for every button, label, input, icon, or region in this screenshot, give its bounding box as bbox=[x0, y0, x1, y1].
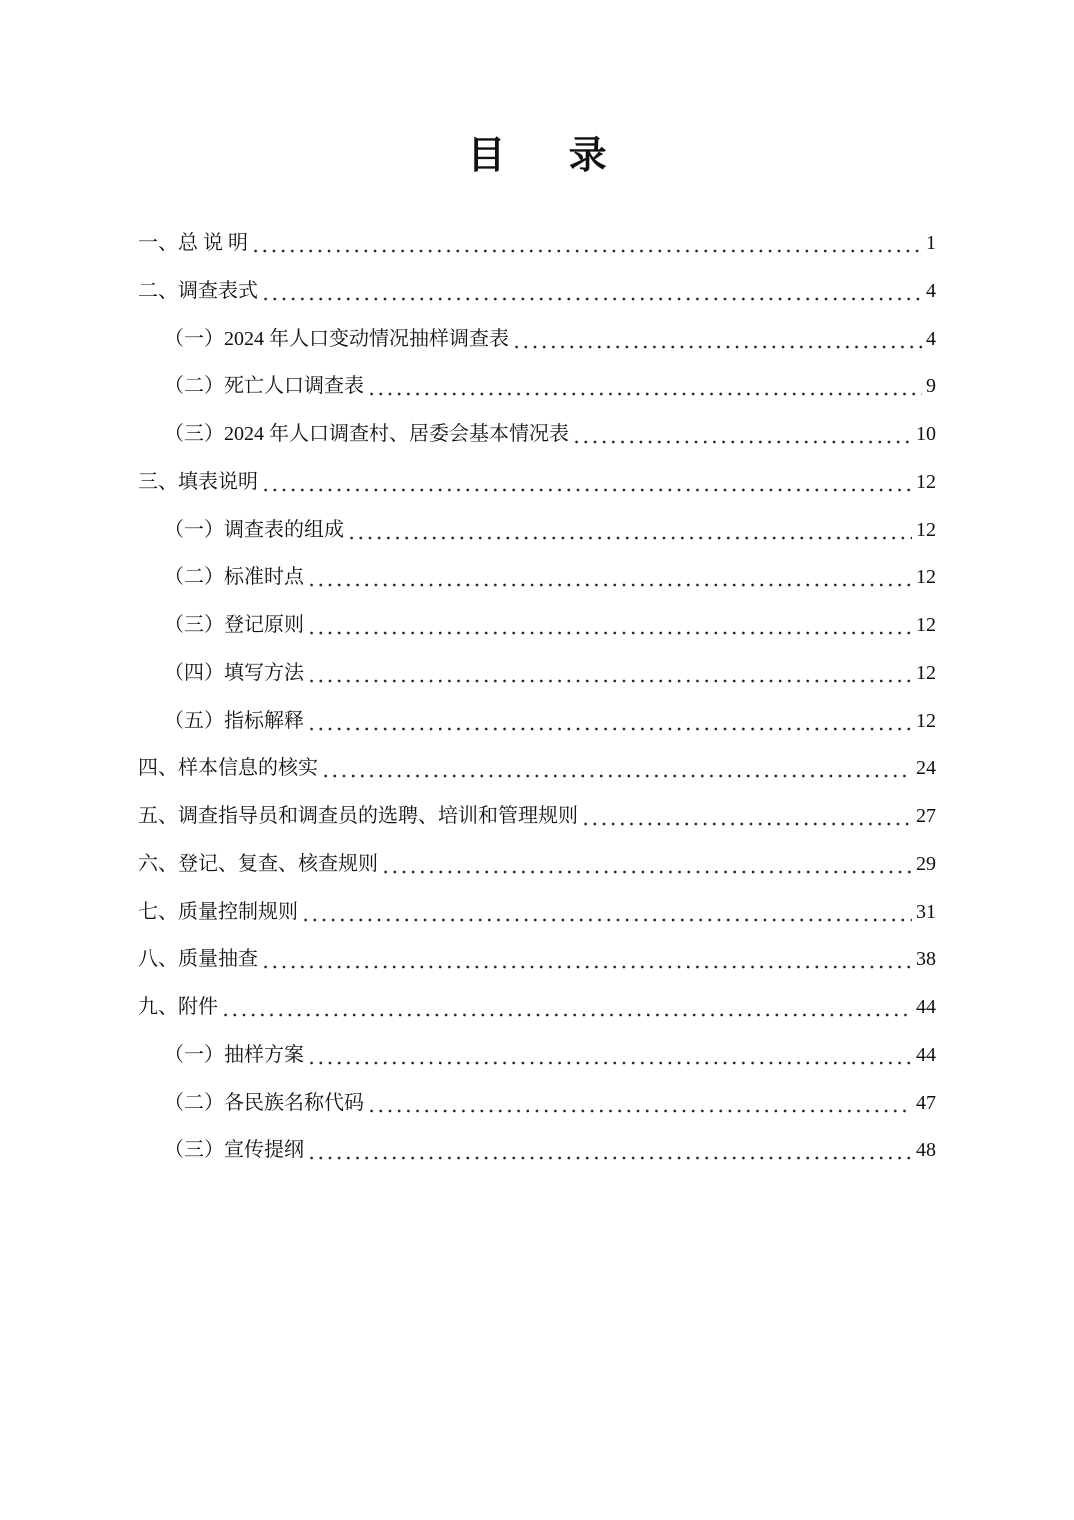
dot-leader bbox=[307, 1127, 912, 1175]
toc-entry-page: 10 bbox=[916, 423, 936, 445]
toc-entry-label: （二）死亡人口调查表 bbox=[164, 375, 364, 398]
toc-entry-label: 七、质量控制规则 bbox=[138, 900, 298, 923]
dot-leader bbox=[261, 936, 912, 984]
dot-leader bbox=[367, 363, 922, 411]
toc-subentry bbox=[138, 650, 936, 698]
toc-entry-label: （五）指标解释 bbox=[164, 709, 304, 732]
page-title: 目 录 bbox=[467, 133, 607, 177]
dot-leader bbox=[251, 220, 922, 268]
toc-entry-page: 29 bbox=[916, 852, 936, 875]
toc-entry-page: 12 bbox=[916, 709, 936, 732]
toc-entry-page: 12 bbox=[916, 614, 936, 636]
toc-entry-label: 六、登记、复查、核查规则 bbox=[138, 852, 378, 875]
toc-entry-label: （三）2024 年人口调查村、居委会基本情况表 bbox=[164, 423, 569, 445]
toc-subentry bbox=[138, 507, 936, 555]
toc-entry-label: 五、调查指导员和调查员的选聘、培训和管理规则 bbox=[138, 805, 578, 827]
toc-entry-label: 三、填表说明 bbox=[138, 470, 258, 493]
toc-entry-label: 八、质量抽查 bbox=[138, 948, 258, 971]
toc-entry bbox=[138, 889, 936, 937]
toc-entry-label: 九、附件 bbox=[138, 996, 218, 1018]
toc-subentry bbox=[138, 554, 936, 602]
toc-entry-page: 1 bbox=[926, 232, 936, 254]
dot-leader bbox=[367, 1080, 912, 1128]
toc-subentry bbox=[138, 1080, 936, 1128]
dot-leader bbox=[307, 602, 912, 650]
toc-entry bbox=[138, 459, 936, 507]
dot-leader bbox=[261, 459, 912, 507]
dot-leader bbox=[307, 1032, 912, 1080]
toc-entry-label: 二、调查表式 bbox=[138, 279, 258, 302]
toc-entry-label: （三）登记原则 bbox=[164, 614, 304, 636]
dot-leader bbox=[347, 507, 912, 555]
toc-entry bbox=[138, 745, 936, 793]
toc-entry-label: （三）宣传提纲 bbox=[164, 1139, 304, 1162]
toc-entry-page: 9 bbox=[926, 375, 936, 398]
toc-entry-label: （四）填写方法 bbox=[164, 661, 304, 684]
dot-leader bbox=[512, 316, 922, 364]
toc-entry-page: 12 bbox=[916, 661, 936, 684]
toc-entry bbox=[138, 268, 936, 316]
dot-leader bbox=[307, 650, 912, 698]
toc-entry-label: 一、总 说 明 bbox=[138, 232, 248, 254]
toc-entry bbox=[138, 793, 936, 841]
toc-subentry bbox=[138, 698, 936, 746]
toc-entry-label: （一）调查表的组成 bbox=[164, 518, 344, 541]
toc-entry-page: 44 bbox=[916, 1043, 936, 1066]
dot-leader bbox=[221, 984, 912, 1032]
dot-leader bbox=[301, 889, 912, 937]
toc-subentry bbox=[138, 316, 936, 364]
dot-leader bbox=[307, 698, 912, 746]
toc-entry-label: 四、样本信息的核实 bbox=[138, 757, 318, 780]
dot-leader bbox=[572, 411, 912, 459]
table-of-contents bbox=[138, 220, 936, 1175]
toc-entry-page: 27 bbox=[916, 805, 936, 827]
toc-entry-page: 4 bbox=[926, 279, 936, 302]
toc-entry-page: 12 bbox=[916, 518, 936, 541]
toc-entry-page: 47 bbox=[916, 1091, 936, 1114]
dot-leader bbox=[307, 554, 912, 602]
dot-leader bbox=[321, 745, 912, 793]
toc-entry-page: 44 bbox=[916, 996, 936, 1018]
toc-entry-label: （二）标准时点 bbox=[164, 566, 304, 589]
toc-subentry bbox=[138, 1127, 936, 1175]
toc-entry-page: 24 bbox=[916, 757, 936, 780]
toc-entry-page: 31 bbox=[916, 900, 936, 923]
dot-leader bbox=[581, 793, 912, 841]
toc-entry-label: （一）2024 年人口变动情况抽样调查表 bbox=[164, 327, 509, 350]
toc-subentry bbox=[138, 602, 936, 650]
dot-leader bbox=[261, 268, 922, 316]
toc-entry-page: 12 bbox=[916, 566, 936, 589]
toc-entry bbox=[138, 220, 936, 268]
dot-leader bbox=[381, 841, 912, 889]
toc-entry-label: （二）各民族名称代码 bbox=[164, 1091, 364, 1114]
toc-entry-page: 48 bbox=[916, 1139, 936, 1162]
toc-subentry bbox=[138, 411, 936, 459]
toc-entry bbox=[138, 936, 936, 984]
toc-entry bbox=[138, 984, 936, 1032]
toc-entry-label: （一）抽样方案 bbox=[164, 1043, 304, 1066]
toc-entry-page: 38 bbox=[916, 948, 936, 971]
toc-entry-page: 4 bbox=[926, 327, 936, 350]
toc-subentry bbox=[138, 1032, 936, 1080]
toc-entry bbox=[138, 841, 936, 889]
toc-subentry bbox=[138, 363, 936, 411]
toc-entry-page: 12 bbox=[916, 470, 936, 493]
